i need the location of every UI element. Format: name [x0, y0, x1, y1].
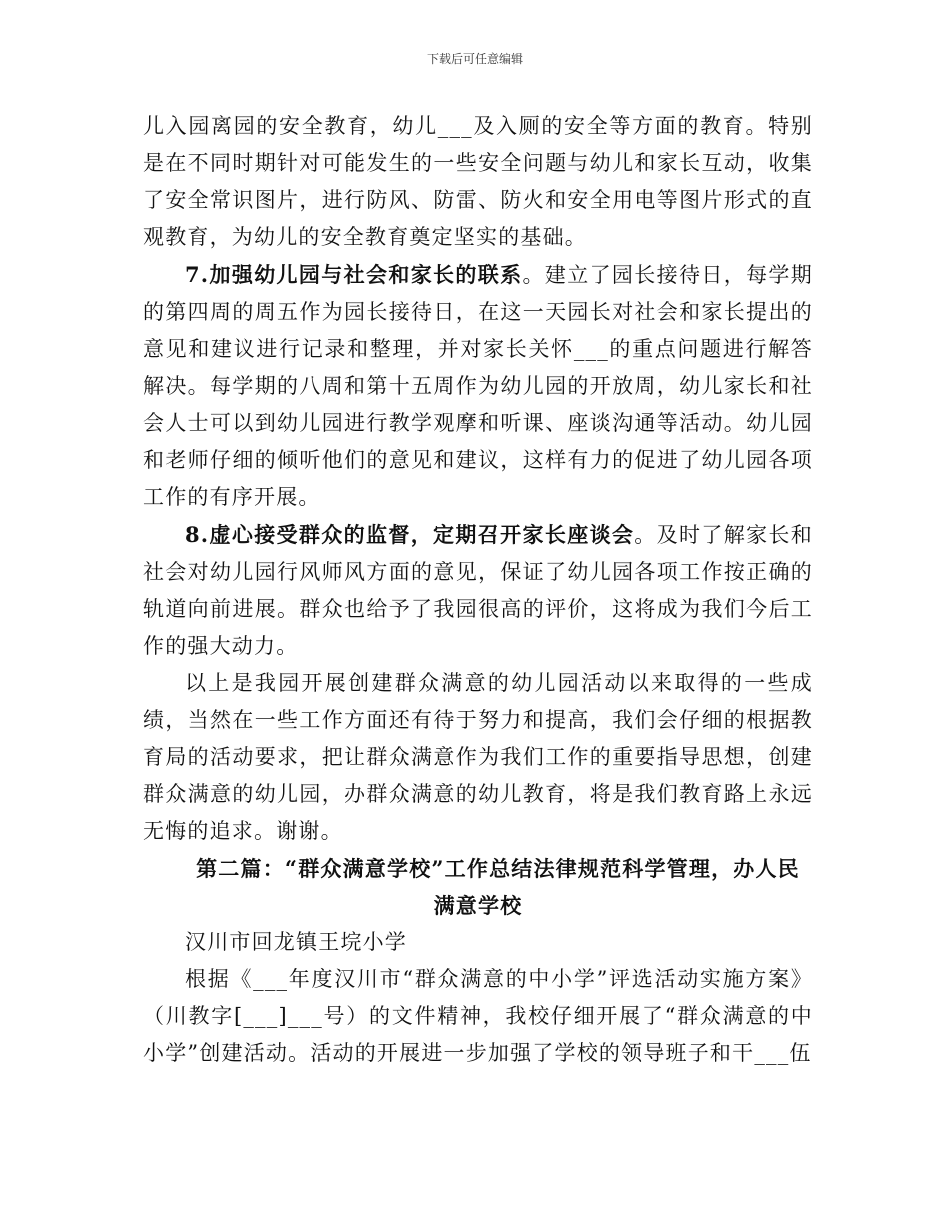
paragraph-text: 儿入园离园的安全教育，幼儿___及入厕的安全等方面的教育。特别是在不同时期针对可能发生的一些安全问题与幼儿和家长互动，收集了安全常识图片，进行防风、防雷、防火和安全用电等图片形式的直观教育，为幼儿的安全教育奠定坚实的基础。 [143, 114, 813, 249]
section-title-line-1: 第二篇：“群众满意学校”工作总结法律规范科学管理，办人民 [196, 856, 800, 881]
section-body: 根据《___年度汉川市“群众满意的中小学”评选活动实施方案》（川教字[___]___号）的文件精神，我校仔细开展了“群众满意的中小学”创建活动。活动的开展进一步加强了学校的领导班子和干___伍 [143, 967, 813, 1065]
paragraph-heading: 7.加强幼儿园与社会和家长的联系 [185, 262, 523, 287]
section-author: 汉川市回龙镇王垸小学 [185, 930, 407, 954]
section-title-line-2: 满意学校 [433, 893, 523, 918]
document-body [143, 108, 813, 1072]
paragraph-item-7 [143, 256, 813, 516]
paragraph-text: 以上是我园开展创建群众满意的幼儿园活动以来取得的一些成绩，当然在一些工作方面还有待于努力和提高，我们会仔细的根据教育局的活动要求，把让群众满意作为我们工作的重要指导思想，创建群众满意的幼儿园，办群众满意的幼儿教育，将是我们教育路上永远无悔的追求。谢谢。 [143, 671, 813, 843]
paragraph-safety-education [143, 108, 813, 256]
section-title [143, 850, 813, 924]
paragraph-heading: 8.虚心接受群众的监督，定期召开家长座谈会 [185, 522, 635, 547]
paragraph-text: 。建立了园长接待日，每学期的第四周的周五作为园长接待日，在这一天园长对社会和家长提出的意见和建议进行记录和整理，并对家长关怀___的重点问题进行解答解决。每学期的八周和第十五周作为幼儿园的开放周，幼儿家长和社会人士可以到幼儿园进行教学观摩和听课、座谈沟通等活动。幼儿园和老师仔细的倾听他们的意见和建议，这样有力的促进了幼儿园各项工作的有序开展。 [143, 263, 813, 509]
paragraph-item-8 [143, 516, 813, 665]
paragraph-text: 。及时了解家长和社会对幼儿园行风师风方面的意见，保证了幼儿园各项工作按正确的轨道向前进展。群众也给予了我园很高的评价，这将成为我们今后工作的强大动力。 [143, 523, 813, 658]
paragraph-conclusion [143, 665, 813, 850]
page-header: 下载后可任意编辑 [426, 52, 523, 66]
